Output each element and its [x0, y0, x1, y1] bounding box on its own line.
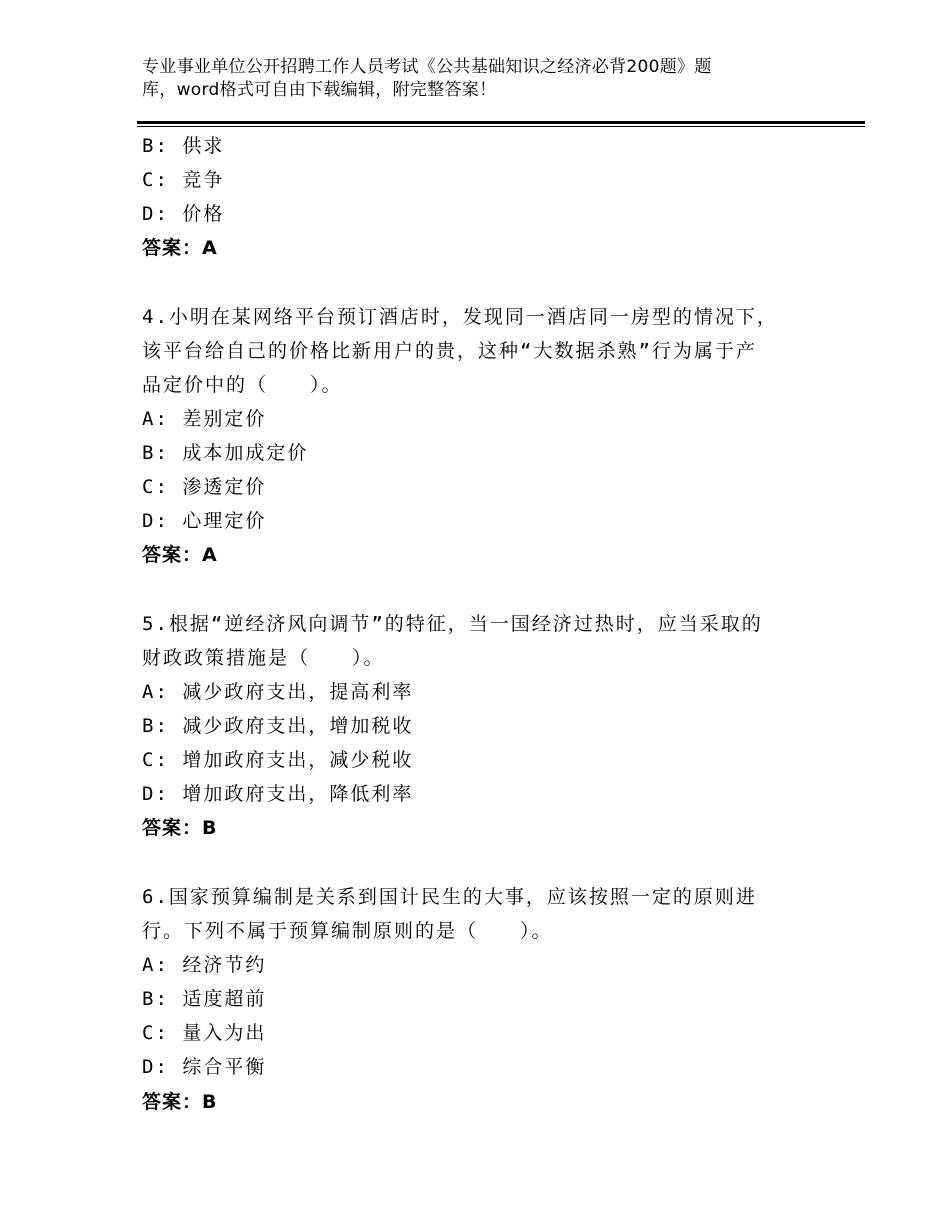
q3-option-c: C: 竞争 [142, 169, 225, 191]
q5-option-b: B: 减少政府支出，增加税收 [142, 715, 414, 737]
header-rule-thin [137, 126, 865, 127]
q4-stem-line-3: 品定价中的（ ）。 [142, 374, 343, 396]
q6-answer: 答案：B [142, 1091, 218, 1113]
q4-option-b: B: 成本加成定价 [142, 442, 309, 464]
q5-option-a: A: 减少政府支出，提高利率 [142, 681, 414, 703]
document-header [142, 56, 822, 102]
q5-stem-line-1: 5.根据“逆经济风向调节”的特征，当一国经济过热时，应当采取的 [142, 613, 763, 635]
q5-option-d: D: 增加政府支出，降低利率 [142, 783, 414, 805]
q3-option-b: B: 供求 [142, 135, 225, 157]
q4-option-c: C: 渗透定价 [142, 476, 267, 498]
q5-stem-line-2: 财政政策措施是（ ）。 [142, 647, 385, 669]
q6-stem-line-2: 行。下列不属于预算编制原则的是（ ）。 [142, 920, 553, 942]
q6-option-b: B: 适度超前 [142, 988, 267, 1010]
q4-stem-line-2: 该平台给自己的价格比新用户的贵，这种“大数据杀熟”行为属于产 [142, 340, 757, 362]
q4-option-a: A: 差别定价 [142, 408, 267, 430]
q5-option-c: C: 增加政府支出，减少税收 [142, 749, 414, 771]
q3-option-d: D: 价格 [142, 203, 225, 225]
q6-stem-line-1: 6.国家预算编制是关系到国计民生的大事，应该按照一定的原则进 [142, 886, 757, 908]
q5-answer: 答案：B [142, 817, 218, 839]
q4-answer: 答案：A [142, 544, 218, 566]
header-title-line-1: 专业事业单位公开招聘工作人员考试《公共基础知识之经济必背200题》题 [142, 57, 712, 77]
header-title-line-2: 库，word格式可自由下载编辑，附完整答案！ [142, 80, 497, 100]
q6-option-a: A: 经济节约 [142, 954, 267, 976]
q4-option-d: D: 心理定价 [142, 510, 267, 532]
q4-stem-line-1: 4.小明在某网络平台预订酒店时，发现同一酒店同一房型的情况下， [142, 306, 778, 328]
header-rule-thick [137, 121, 865, 124]
q3-answer: 答案：A [142, 237, 218, 259]
q6-option-d: D: 综合平衡 [142, 1056, 267, 1078]
q6-option-c: C: 量入为出 [142, 1022, 267, 1044]
